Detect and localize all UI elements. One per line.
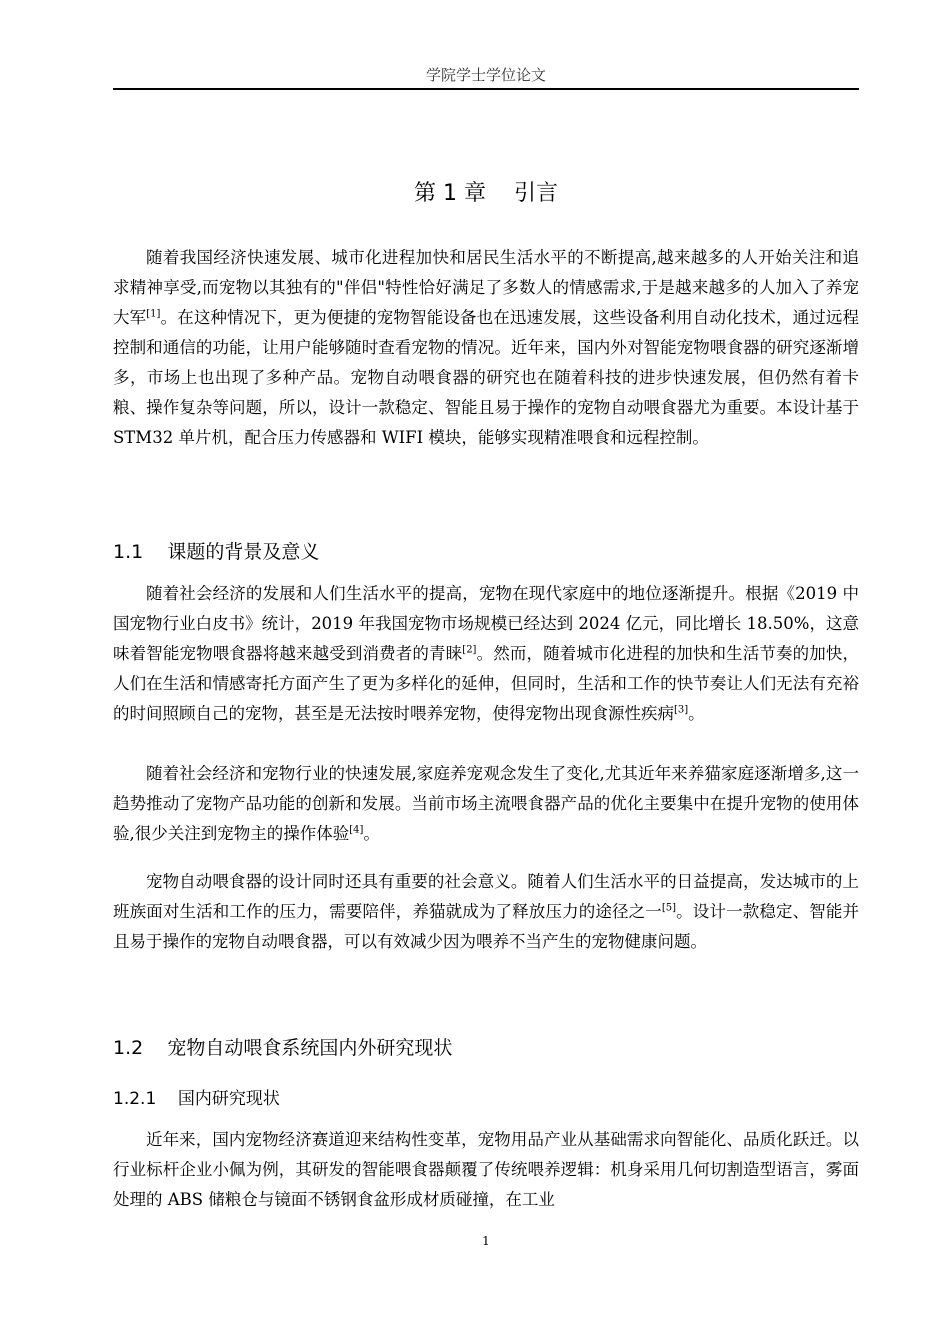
intro-paragraph — [113, 243, 859, 453]
section-heading-1-1: 1.1 课题的背景及意义 — [113, 541, 320, 563]
background-paragraph-3 — [113, 867, 859, 957]
page-number: 1 — [482, 1234, 490, 1248]
citation-3: [3] — [674, 704, 689, 716]
citation-4: [4] — [349, 824, 364, 836]
background-text-b: 。然而，随着城市化进程的加快和生活节奏的加快，人们在生活和情感寄托方面产生了更为多样化的延伸，但同时，生活和工作的快节奏让人们无法有充裕的时间照顾自己的宠物，甚至是无法按时喂养宠物，使得宠物出现食源性疾病 — [113, 644, 860, 723]
chapter-title: 第 1 章 引言 — [414, 181, 558, 206]
subsection-heading-1-2-1: 1.2.1 国内研究现状 — [113, 1089, 280, 1109]
intro-text-a: 随着我国经济快速发展、城市化进程加快和居民生活水平的不断提高,越来越多的人开始关注和追求精神享受,而宠物以其独有的"伴侣"特性恰好满足了多数人的情感需求,于是越来越多的人加入了养宠大军 — [113, 248, 859, 327]
domestic-research-paragraph: 近年来，国内宠物经济赛道迎来结构性变革，宠物用品产业从基础需求向智能化、品质化跃迁。以行业标杆企业小佩为例，其研发的智能喂食器颠覆了传统喂养逻辑：机身采用几何切割造型语言，雾面处理的 ABS 储粮仓与镜面不锈钢食盆形成材质碰撞，在工业 — [113, 1130, 859, 1209]
citation-2: [2] — [462, 644, 477, 656]
background-p2-text-a: 随着社会经济和宠物行业的快速发展,家庭养宠观念发生了变化,尤其近年来养猫家庭逐渐增多,这一趋势推动了宠物产品功能的创新和发展。当前市场主流喂食器产品的优化主要集中在提升宠物的使用体验,很少关注到宠物主的操作体验 — [113, 764, 859, 843]
header-divider — [113, 88, 859, 90]
background-paragraph-1 — [113, 579, 859, 729]
intro-text-b: 。在这种情况下，更为便捷的宠物智能设备也在迅速发展，这些设备利用自动化技术，通过远程控制和通信的功能，让用户能够随时查看宠物的情况。近年来，国内外对智能宠物喂食器的研究逐渐增多，市场上也出现了多种产品。宠物自动喂食器的研究也在随着科技的进步快速发展，但仍然有着卡粮、操作复杂等问题，所以，设计一款稳定、智能且易于操作的宠物自动喂食器尤为重要。本设计基于 STM32 单片机，配合压力传感器和 WIFI 模块，能够实现精准喂食和远程控制。 — [113, 308, 860, 447]
background-text-c: 。 — [688, 704, 705, 723]
citation-1: [1] — [146, 308, 161, 320]
citation-5: [5] — [661, 902, 677, 914]
background-text-a: 随着社会经济的发展和人们生活水平的提高，宠物在现代家庭中的地位逐渐提升。根据《2019 中国宠物行业白皮书》统计，2019 年我国宠物市场规模已经达到 2024 亿元，同比增长 18.50%，这意味着智能宠物喂食器将越来越受到消费者的青睐 — [113, 584, 859, 663]
background-p3-text-b: 。设计一款稳定、智能并且易于操作的宠物自动喂食器，可以有效减少因为喂养不当产生的宠物健康问题。 — [113, 902, 860, 951]
background-p2-text-b: 。 — [363, 824, 380, 843]
background-p3-text-a: 宠物自动喂食器的设计同时还具有重要的社会意义。随着人们生活水平的日益提高，发达城市的上班族面对生活和工作的压力，需要陪伴，养猫就成为了释放压力的途径之一 — [113, 872, 859, 921]
running-header: 学院学士学位论文 — [425, 66, 546, 84]
section-heading-1-2: 1.2 宠物自动喂食系统国内外研究现状 — [113, 1037, 453, 1059]
background-paragraph-2 — [113, 759, 859, 849]
